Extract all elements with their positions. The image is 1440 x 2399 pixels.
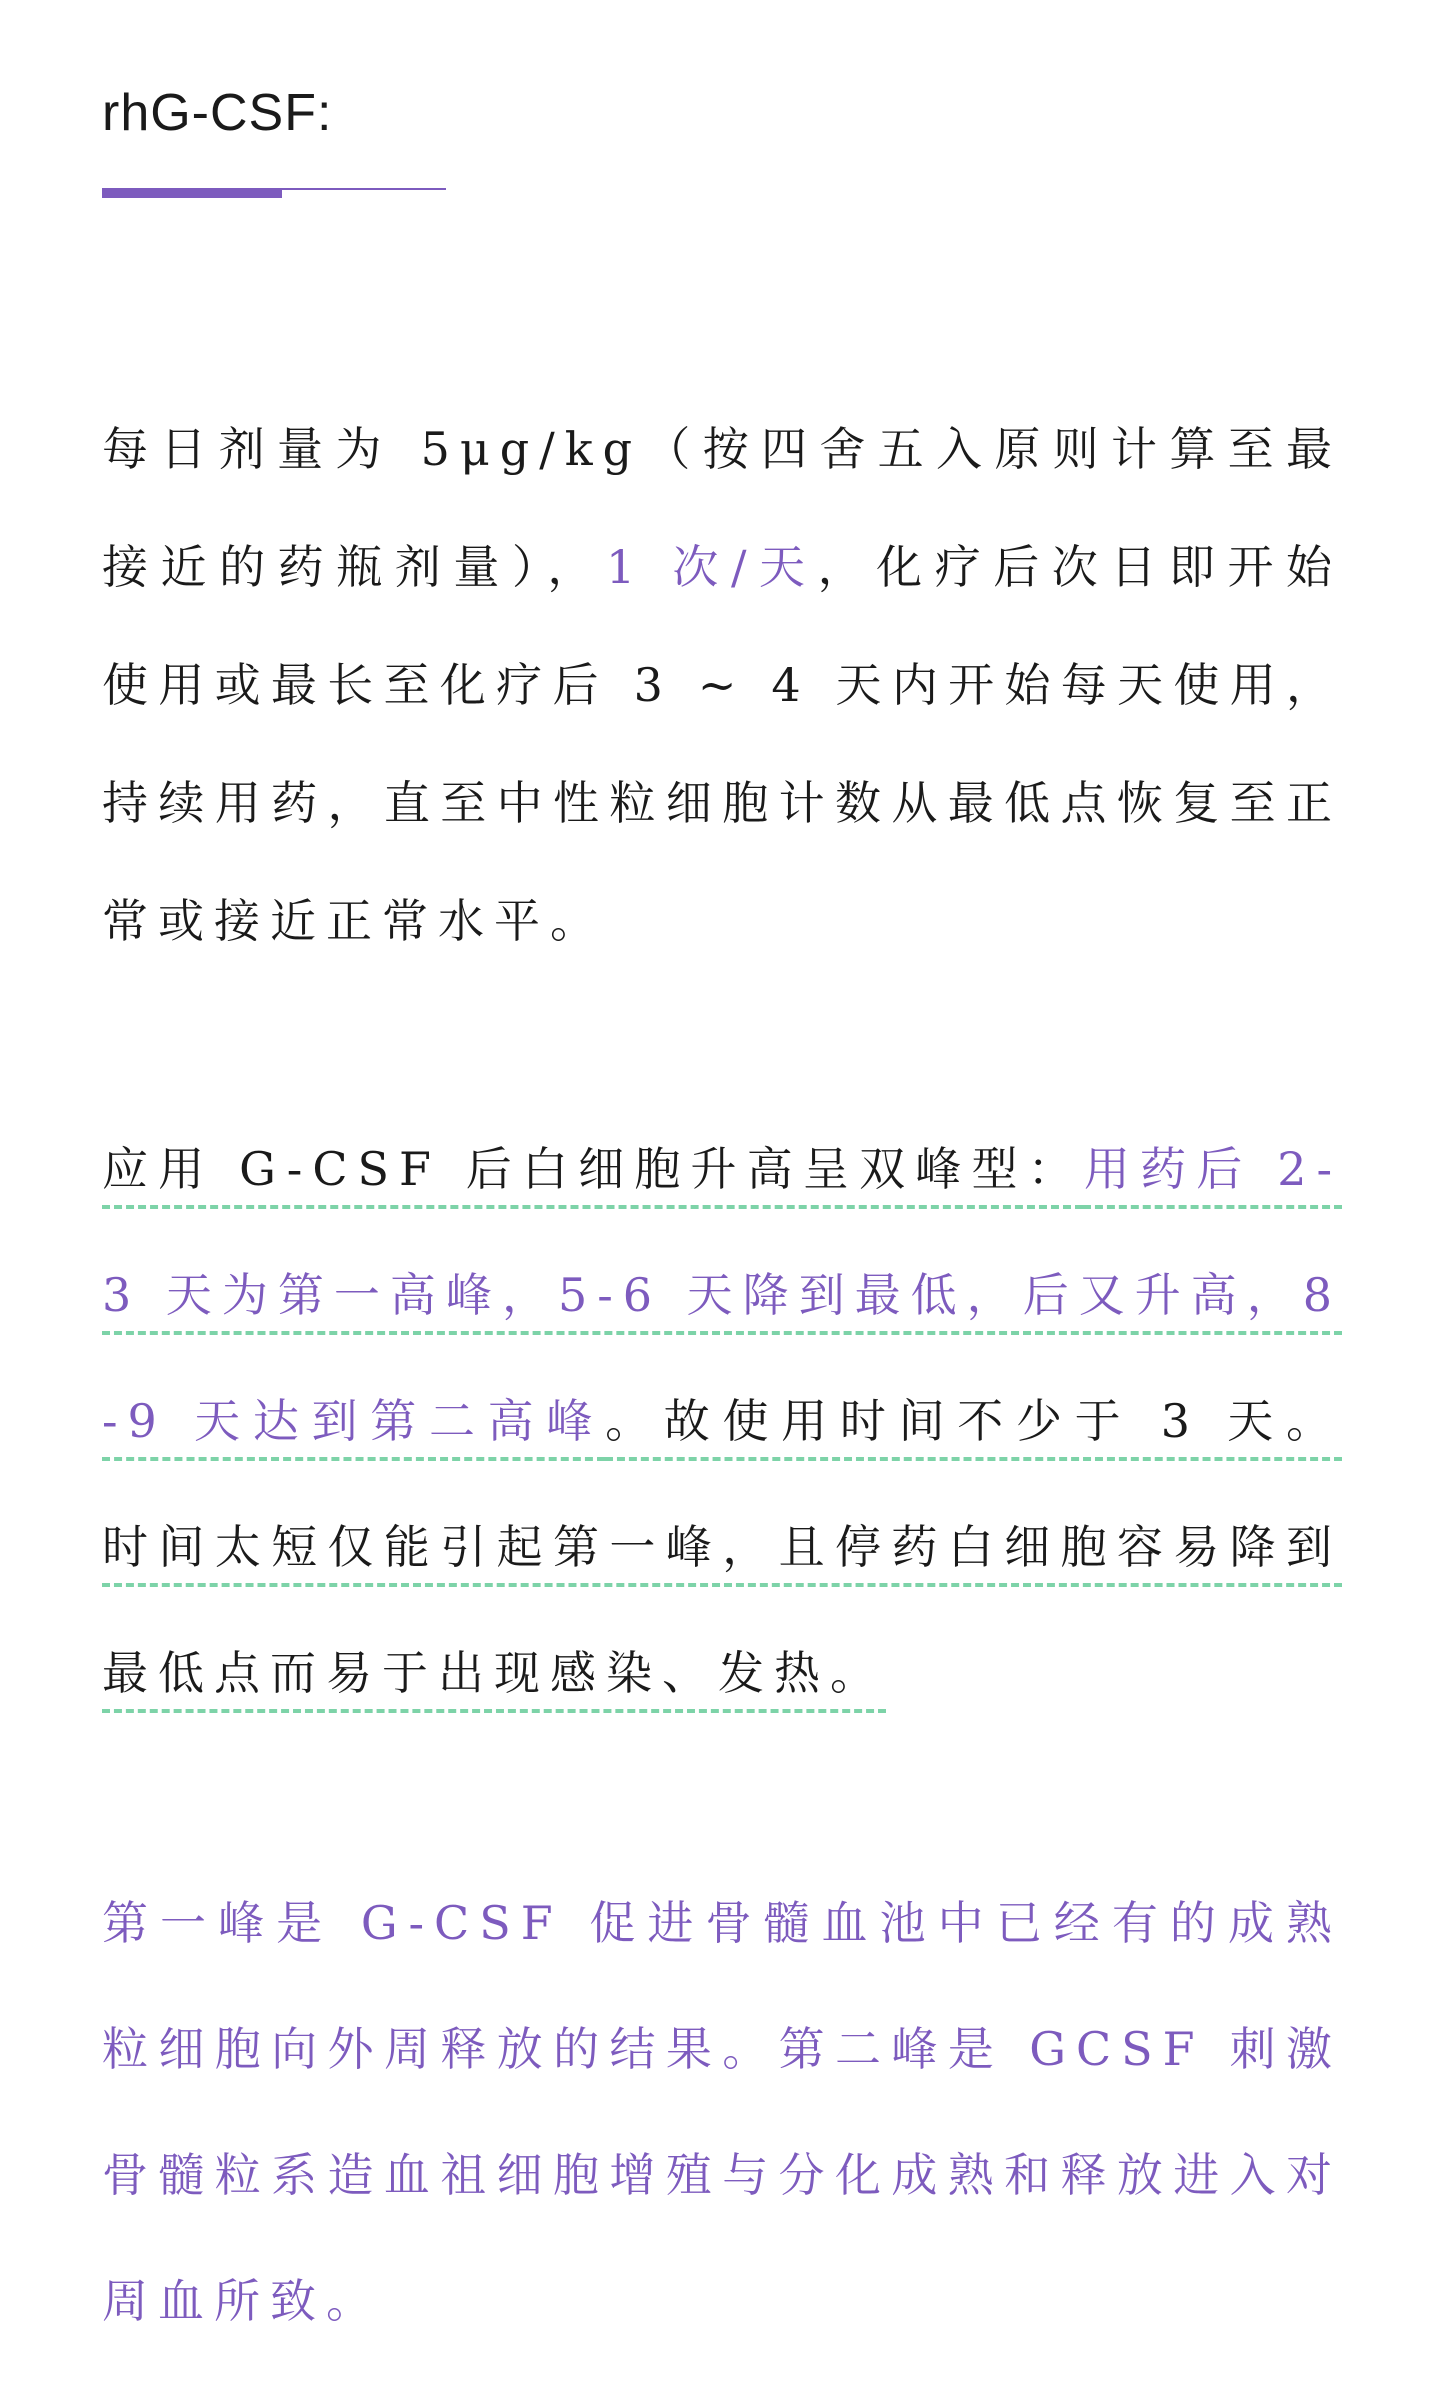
double-peak-highlight: 用药后 2-3 天为第一高峰，5-6 天降到最低，后又升高，8-9 天达到第二高峰 [102,1142,1343,1448]
section-heading: rhG-CSF: [102,84,333,142]
heading-underline-accent [102,188,282,198]
peak-explanation-paragraph: 第一峰是 G-CSF 促进骨髓血池中已经有的成熟粒细胞向外周释放的结果。第二峰是 GCSF 刺激骨髓粒系造血祖细胞增殖与分化成熟和释放进入对周血所致。 [102,1896,1342,2328]
dosage-text-start: 每日剂量为 5μg/kg（按四舍五入原则计算至最接近的药瓶剂量）， [102,422,1342,594]
dosage-paragraph [102,390,1342,980]
double-peak-text-end: 。故使用时间不少于 3 天。时间太短仅能引起第一峰，且停药白细胞容易降到最低点而易于出现感染、发热。 [102,1394,1343,1700]
dosage-text-end: ，化疗后次日即开始使用或最长至化疗后 3 ~ 4 天内开始每天使用，持续用药，直至中性粒细胞计数从最低点恢复至正常或接近正常水平。 [102,540,1343,948]
double-peak-paragraph [102,1106,1342,1736]
dosage-frequency-highlight: 1 次/天 [605,540,818,594]
double-peak-text-start: 应用 G-CSF 后白细胞升高呈双峰型： [102,1142,1084,1196]
